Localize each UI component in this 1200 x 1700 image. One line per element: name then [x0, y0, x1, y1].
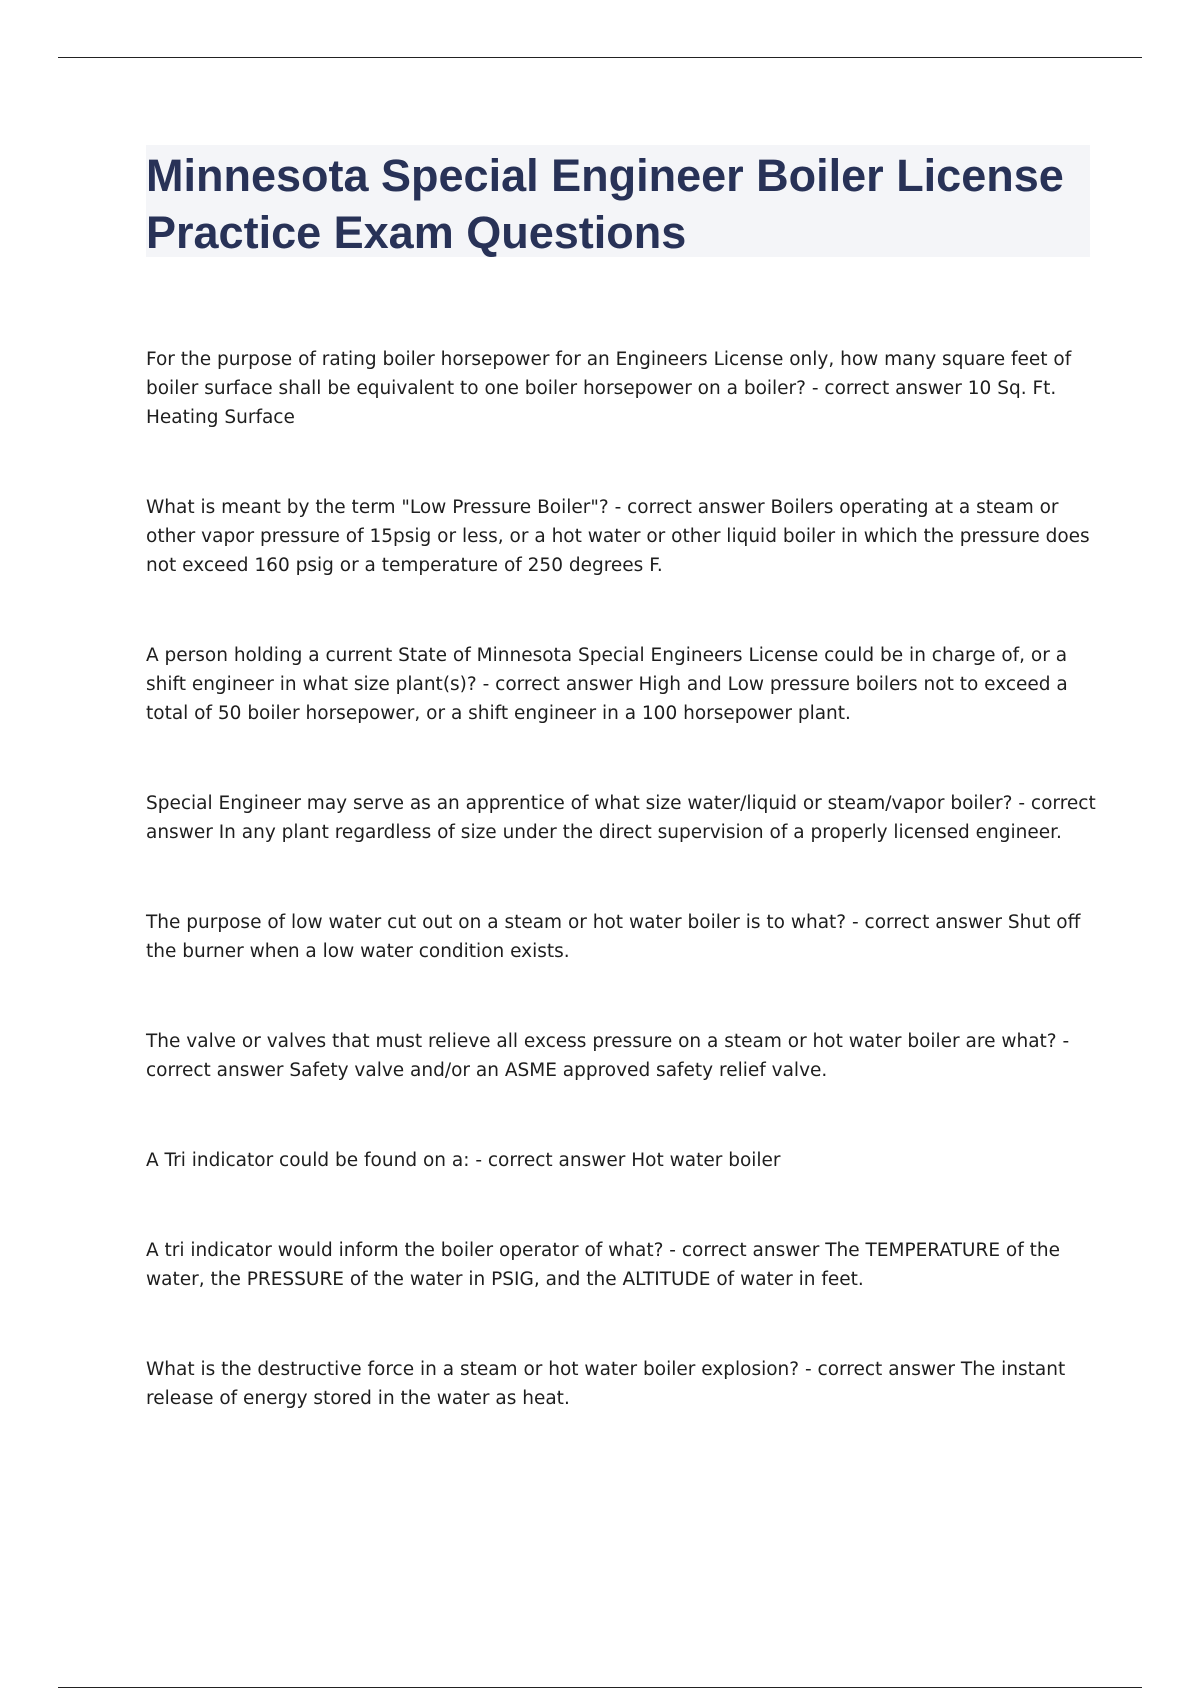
question-text: A tri indicator would inform the boiler operator of what?	[146, 1240, 664, 1261]
question-text: What is meant by the term "Low Pressure Boiler"?	[146, 497, 609, 518]
answer-separator: - correct answer	[476, 674, 639, 695]
answer-separator: - correct answer	[146, 1031, 1076, 1081]
qa-item	[146, 1355, 1096, 1413]
question-text: The purpose of low water cut out on a steam or hot water boiler is to what?	[146, 912, 847, 933]
answer-separator: - correct answer	[146, 793, 1102, 843]
top-divider	[58, 57, 1142, 58]
answer-text: The TEMPERATURE of the water, the PRESSURE of the water in PSIG, and the ALTITUDE of water in feet.	[146, 1240, 1060, 1290]
answer-separator: - correct answer	[799, 1359, 961, 1380]
bottom-divider	[58, 1687, 1142, 1688]
question-text: The valve or valves that must relieve all excess pressure on a steam or hot water boiler are what?	[146, 1031, 1057, 1052]
answer-separator: - correct answer	[469, 1150, 632, 1171]
answer-text: In any plant regardless of size under the direct supervision of a properly licensed engineer.	[218, 822, 1062, 843]
question-text: For the purpose of rating boiler horsepower for an Engineers License only, how many square feet of boiler surface shall be equivalent to one boiler horsepower on a boiler?	[146, 349, 1072, 399]
answer-text: Boilers operating at a steam or other vapor pressure of 15psig or less, or a hot water or other liquid boiler in which the pressure does not exceed 160 psig or a temperature of 250 degrees F.	[146, 497, 1090, 576]
answer-text: Safety valve and/or an ASME approved safety relief valve.	[289, 1060, 828, 1081]
qa-item	[146, 908, 1096, 966]
answer-separator: - correct answer	[608, 497, 771, 518]
qa-item	[146, 345, 1096, 432]
answer-separator: - correct answer	[663, 1240, 826, 1261]
qa-item	[146, 789, 1102, 847]
answer-text: Hot water boiler	[631, 1150, 781, 1171]
question-text: Special Engineer may serve as an apprentice of what size water/liquid or steam/vapor boiler?	[146, 793, 1013, 814]
answer-text: Shut off the burner when a low water condition exists.	[146, 912, 1081, 962]
title-block	[146, 145, 1090, 257]
answer-text: The instant release of energy stored in the water as heat.	[146, 1359, 1066, 1409]
qa-item	[146, 493, 1096, 580]
qa-item	[146, 1236, 1096, 1294]
question-text: What is the destructive force in a steam or hot water boiler explosion?	[146, 1359, 800, 1380]
question-text: A Tri indicator could be found on a:	[146, 1150, 470, 1171]
answer-separator: - correct answer	[805, 378, 968, 399]
question-text: A person holding a current State of Minnesota Special Engineers License could be in charge of, or a shift engineer in what size plant(s)?	[146, 645, 1068, 695]
page-title: Minnesota Special Engineer Boiler License Practice Exam Questions	[146, 150, 1064, 258]
answer-text: 10 Sq. Ft. Heating Surface	[146, 378, 1057, 428]
answer-separator: - correct answer	[846, 912, 1008, 933]
qa-item	[146, 1146, 1096, 1175]
qa-list	[146, 345, 1102, 1413]
qa-item	[146, 1027, 1096, 1085]
answer-text: High and Low pressure boilers not to exceed a total of 50 boiler horsepower, or a shift engineer in a 100 horsepower plant.	[146, 674, 1068, 724]
qa-item	[146, 641, 1096, 728]
